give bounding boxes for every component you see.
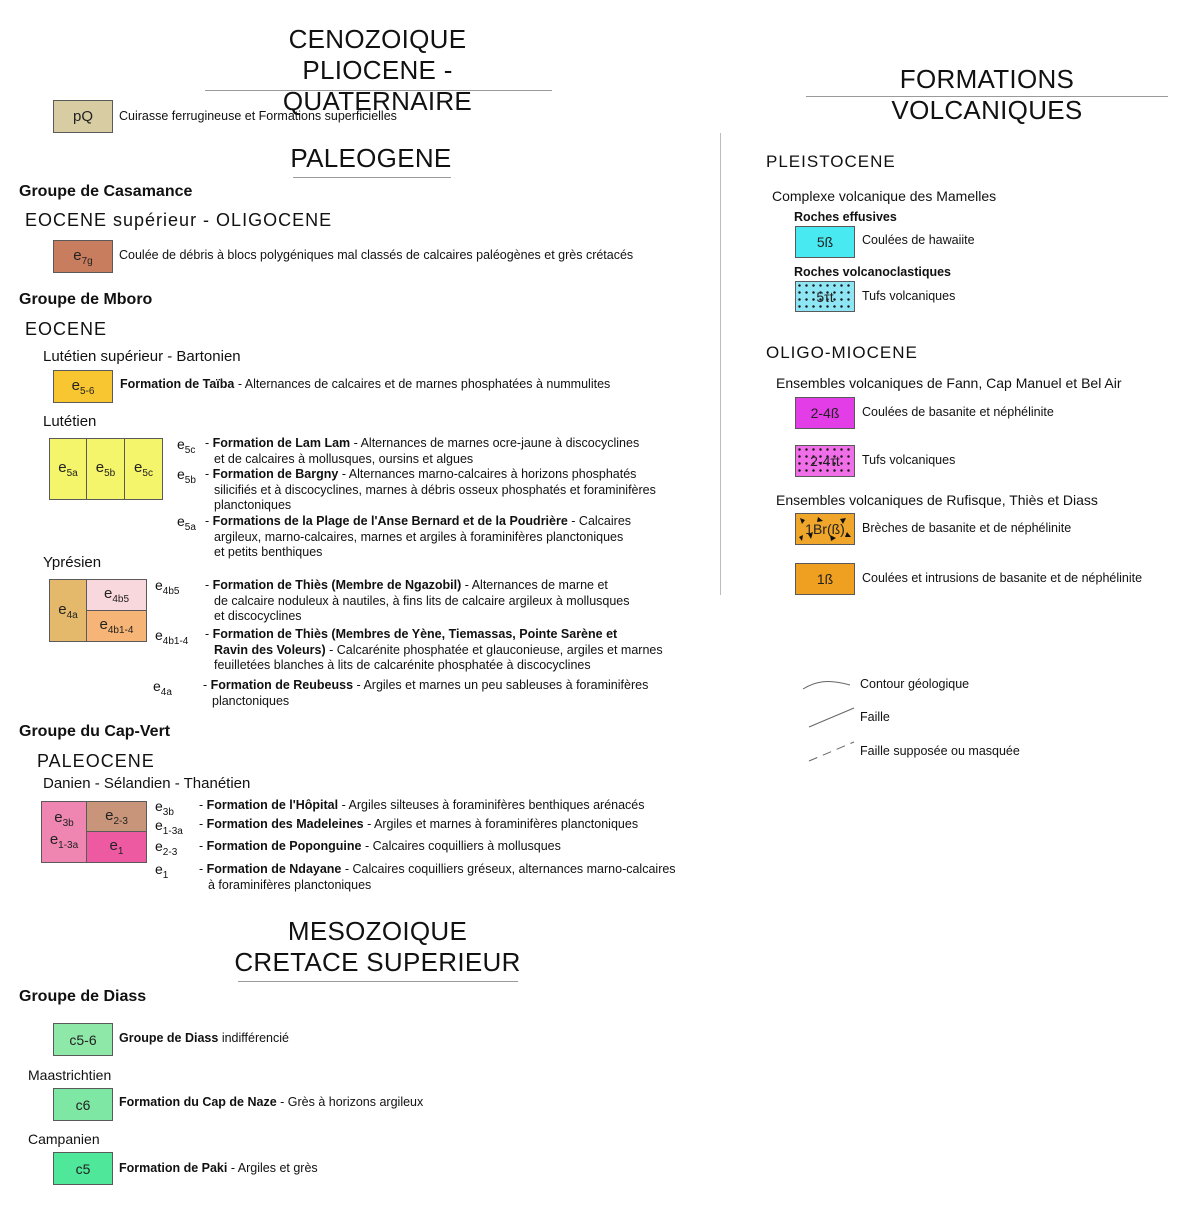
legend-box-e3b-e1-3a: $e_{3b}$ $e_{1-3a}$ (41, 801, 87, 863)
legend-code: c5 (75, 1160, 91, 1177)
entry-desc-e5c: - Formation de Lam Lam - Alternances de marnes ocre-jaune à discocyclines et de calcaires à mollusques, oursins et algues (205, 436, 640, 466)
paleogene-rule (293, 177, 451, 178)
complex-mamelles: Complexe volcanique des Mamelles (772, 188, 997, 204)
epoch-oligo-miocene: OLIGO-MIOCENE (766, 343, 918, 362)
legend-desc-2-4tt: Tufs volcaniques (862, 453, 956, 467)
entry-desc-e5a: - Formations de la Plage de l'Anse Bernard et de la Poudrière - Calcaires argileux, marno-calcaires, marnes et argiles à foraminifères planctoniques et petits benthiques (205, 514, 632, 559)
legend-code: 1ß (816, 571, 834, 587)
entry-code-e1: $e_1$ (155, 861, 169, 881)
cenozoic-title-line1: CENOZOIQUE (288, 24, 467, 54)
legend-box-e5a: $e_{5a}$ (49, 438, 87, 500)
epoch-paleocene: PALEOCENE (37, 751, 155, 771)
contour-line-symbol (802, 677, 852, 693)
legend-box-5b (795, 226, 855, 258)
label-roches-volcanoclastiques: Roches volcanoclastiques (794, 265, 952, 279)
legend-desc-pq: Cuirasse ferrugineuse et Formations superficielles (119, 109, 397, 123)
stage-danien-selandien-thanetien: Danien - Sélandien - Thanétien (43, 775, 251, 792)
legend-box-2-4tt (795, 445, 855, 477)
entry-desc-e4a: - Formation de Reubeuss - Argiles et marnes un peu sableuses à foraminifères planctoniques (203, 678, 649, 708)
legend-desc-1b: Coulées et intrusions de basanite et de néphélinite (862, 571, 1143, 585)
legend-code: 2-4ß (810, 405, 840, 421)
volcanic-rule (806, 96, 1168, 97)
entry-desc-e2-3: - Formation de Poponguine - Calcaires coquilliers à mollusques (199, 839, 561, 853)
column-divider (720, 133, 721, 595)
legend-box-e4a: $e_{4a}$ (49, 579, 87, 642)
legend-code: c5-6 (69, 1031, 97, 1048)
mesozoic-rule (238, 981, 518, 982)
epoch-eocene-sup-oligocene: EOCENE supérieur - OLIGOCENE (25, 210, 333, 230)
group-mboro: Groupe de Mboro (19, 291, 153, 308)
legend-box-e7g: $e_{7g}$ (53, 240, 113, 273)
legend-desc-c5-6: Groupe de Diass indifférencié (119, 1031, 289, 1045)
ensemble-rufisque: Ensembles volcaniques de Rufisque, Thiès et Diass (776, 492, 1098, 508)
symbol-desc-faille: Faille (860, 710, 890, 724)
mesozoic-title-line2: CRETACE SUPERIEUR (234, 947, 521, 977)
legend-desc-c5: Formation de Paki - Argiles et grès (119, 1161, 318, 1175)
lutetien-box-group (49, 438, 163, 500)
ypresien-box-group (49, 579, 147, 642)
fault-line-symbol (808, 706, 858, 728)
legend-code: 1Br(ß) (805, 521, 845, 537)
legend-code: 5τt (816, 288, 834, 305)
entry-desc-e4b5: - Formation de Thiès (Membre de Ngazobil) - Alternances de marne et de calcaire noduleux à nautiles, à fins lits de calcaire argileux à mollusques et discocyclines (205, 578, 630, 623)
cenozoic-title (205, 24, 550, 117)
legend-box-1b (795, 563, 855, 595)
legend-desc-1br: Brèches de basanite et de néphélinite (862, 521, 1072, 535)
stage-ypresien: Yprésien (43, 554, 102, 571)
legend-desc-5tt: Tufs volcaniques (862, 289, 956, 303)
entry-desc-e4b1-4: - Formation de Thiès (Membres de Yène, Tiemassas, Pointe Sarène et Ravin des Voleurs) - Calcarénite phosphatée et glauconieuse, argiles et marnes feuilletées blanches à lits de calcarénite phosphatée à discocyclines (205, 627, 663, 672)
epoch-eocene: EOCENE (25, 319, 108, 339)
paleocene-box-group (41, 801, 147, 863)
entry-desc-e1: - Formation de Ndayane - Calcaires coquilliers gréseux, alternances marno-calcaires à foraminifères planctoniques (199, 862, 676, 892)
epoch-pleistocene: PLEISTOCENE (766, 152, 896, 171)
mesozoic-title-line1: MESOZOIQUE (287, 916, 468, 946)
legend-code: pQ (72, 108, 93, 125)
legend-box-e5c: $e_{5c}$ (124, 438, 163, 500)
paleogene-title: PALEOGENE (290, 143, 452, 173)
entry-desc-e1-3a: - Formation des Madeleines - Argiles et marnes à foraminifères planctoniques (199, 817, 639, 831)
stage-lutetien-sup-bartonien: Lutétien supérieur - Bartonien (43, 348, 241, 365)
group-diass: Groupe de Diass (19, 988, 147, 1005)
legend-box-e4b5: $e_{4b5}$ (86, 579, 147, 611)
entry-desc-e3b: - Formation de l'Hôpital - Argiles silteuses à foraminifères benthiques arénacés (199, 798, 645, 812)
mesozoic-title (220, 916, 535, 978)
entry-code-e5a: $e_{5a}$ (177, 513, 196, 533)
entry-code-e2-3: $e_{2-3}$ (155, 838, 178, 858)
symbol-desc-contour: Contour géologique (860, 677, 970, 691)
group-casamance: Groupe de Casamance (19, 183, 193, 200)
entry-code-e4a: $e_{4a}$ (153, 678, 172, 698)
legend-box-1br (795, 513, 855, 545)
legend-box-e5b: $e_{5b}$ (86, 438, 125, 500)
legend-desc-2-4b: Coulées de basanite et néphélinite (862, 405, 1054, 419)
legend-code: 5ß (816, 234, 834, 250)
stage-lutetien: Lutétien (43, 413, 97, 430)
legend-desc-5b: Coulées de hawaiite (862, 233, 975, 247)
legend-box-2-4b (795, 397, 855, 429)
cenozoic-rule (205, 90, 552, 91)
inferred-fault-symbol (808, 740, 858, 762)
legend-desc-e56: Formation de Taïba - Alternances de calcaires et de marnes phosphatées à nummulites (120, 377, 611, 391)
entry-code-e4b1-4: $e_{4b1-4}$ (155, 627, 189, 647)
legend-box-e4b1-4: $e_{4b1-4}$ (86, 610, 147, 642)
entry-code-e1-3a: $e_{1-3a}$ (155, 817, 183, 837)
legend-box-5tt (795, 281, 855, 312)
legend-box-c6 (53, 1088, 113, 1121)
volcanic-title: FORMATIONS VOLCANIQUES (891, 64, 1083, 125)
stage-maastrichtien: Maastrichtien (28, 1067, 112, 1083)
legend-desc-c6: Formation du Cap de Naze - Grès à horizons argileux (119, 1095, 424, 1109)
entry-code-e4b5: $e_{4b5}$ (155, 577, 180, 597)
legend-box-c5 (53, 1152, 113, 1185)
stage-campanien: Campanien (28, 1131, 100, 1147)
legend-box-e2-3: $e_{2-3}$ (86, 801, 147, 832)
cenozoic-title-line2: PLIOCENE - QUATERNAIRE (282, 55, 473, 116)
entry-code-e5b: $e_{5b}$ (177, 466, 196, 486)
legend-box-e56: $e_{5-6}$ (53, 370, 113, 403)
legend-code: 2-4τt (810, 453, 840, 469)
entry-desc-e5b: - Formation de Bargny - Alternances marno-calcaires à horizons phosphatés silicifiés et à discocyclines, marnes à débris osseux phosphatés et foraminifères planctoniques (205, 467, 656, 512)
group-cap-vert: Groupe du Cap-Vert (19, 723, 171, 740)
symbol-desc-faille-supposee: Faille supposée ou masquée (860, 744, 1020, 758)
legend-box-pq (53, 100, 113, 133)
ensemble-fann: Ensembles volcaniques de Fann, Cap Manuel et Bel Air (776, 375, 1122, 391)
legend-desc-e7g: Coulée de débris à blocs polygéniques mal classés de calcaires paléogènes et grès crétacés (119, 248, 634, 262)
entry-code-e3b: $e_{3b}$ (155, 798, 174, 818)
entry-code-e5c: $e_{5c}$ (177, 436, 196, 456)
legend-box-c5-6 (53, 1023, 113, 1056)
legend-box-e1: $e_1$ (86, 831, 147, 863)
legend-code: c6 (75, 1096, 91, 1113)
label-roches-effusives: Roches effusives (794, 210, 897, 224)
